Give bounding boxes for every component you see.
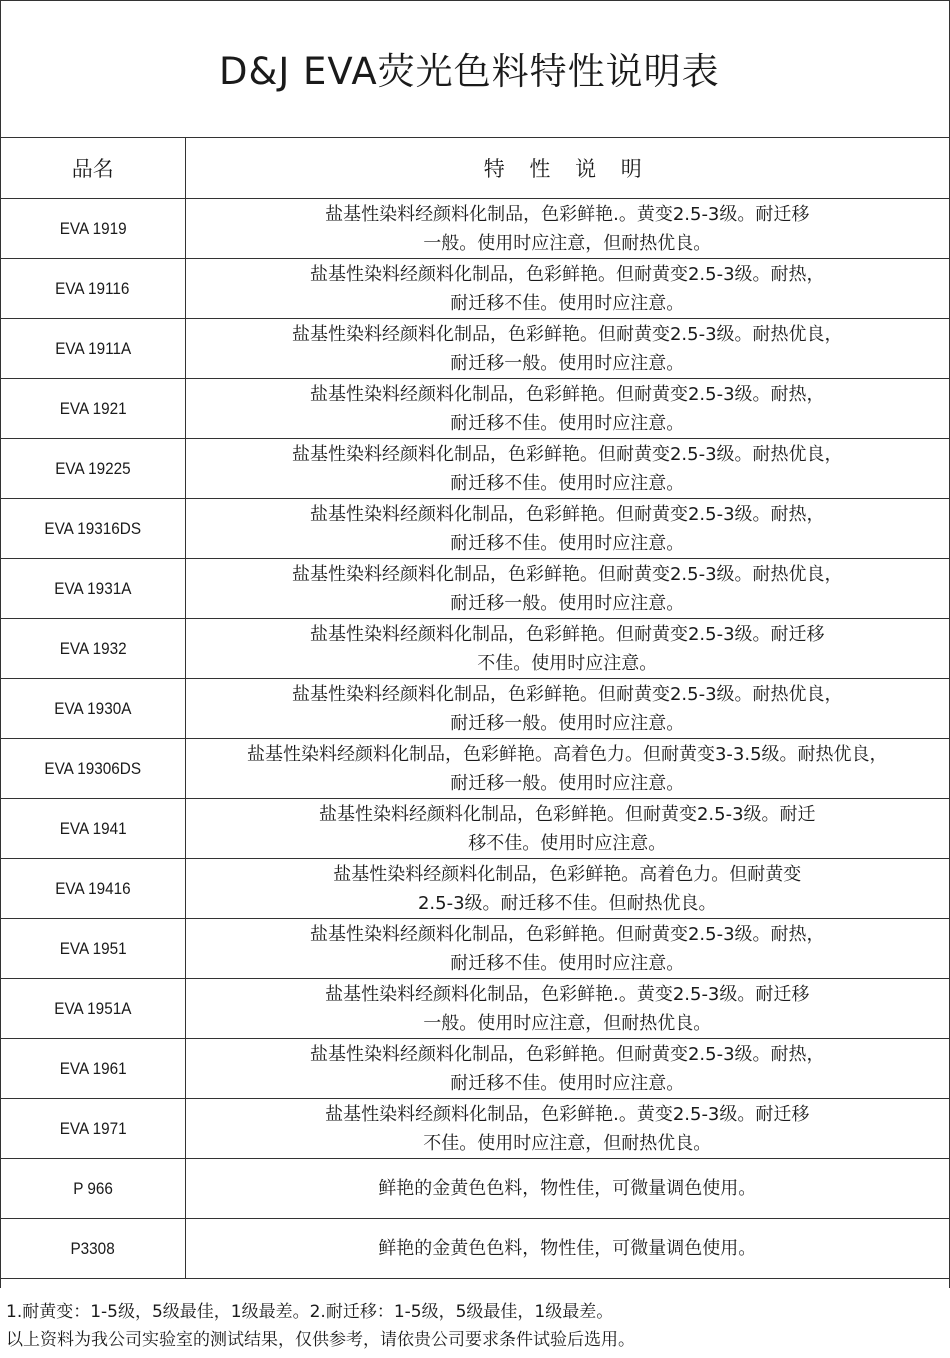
description-line: 耐迁移一般。使用时应注意。 xyxy=(450,592,685,614)
product-name: EVA 1911A xyxy=(54,338,131,358)
description-line: 盐基性染料经颜料化制品，色彩鲜艳。但耐黄变2.5-3级。耐迁 xyxy=(318,803,816,825)
product-name: EVA 19416 xyxy=(55,878,131,898)
footnote-disclaimer: 以上资料为我公司实验室的测试结果，仅供参考，请依贵公司要求条件试验后选用。 xyxy=(6,1330,635,1350)
description-line: 盐基性染料经颜料化制品，色彩鲜艳.。黄变2.5-3级。耐迁移 xyxy=(325,203,810,225)
product-name-cell xyxy=(1,559,185,619)
description-line: 盐基性染料经颜料化制品，色彩鲜艳。但耐黄变2.5-3级。耐热， xyxy=(309,923,825,945)
description-line: 耐迁移一般。使用时应注意。 xyxy=(450,352,685,374)
product-description-cell xyxy=(185,619,949,679)
description-line: 盐基性染料经颜料化制品，色彩鲜艳。但耐黄变2.5-3级。耐热， xyxy=(309,263,825,285)
product-name: EVA 19306DS xyxy=(44,758,142,778)
product-name-cell xyxy=(1,979,185,1039)
product-description-cell xyxy=(185,799,949,859)
product-description-cell xyxy=(185,199,949,259)
description-line: 耐迁移不佳。使用时应注意。 xyxy=(450,472,685,494)
description-line: 盐基性染料经颜料化制品，色彩鲜艳。但耐黄变2.5-3级。耐热优良， xyxy=(291,683,843,705)
description-line: 耐迁移不佳。使用时应注意。 xyxy=(450,292,685,314)
product-description-cell xyxy=(185,319,949,379)
description-line: 盐基性染料经颜料化制品，色彩鲜艳。但耐黄变2.5-3级。耐热， xyxy=(309,503,825,525)
product-name: EVA 1961 xyxy=(59,1058,127,1078)
product-name-cell xyxy=(1,319,185,379)
product-name: EVA 19225 xyxy=(55,458,131,478)
table-row xyxy=(1,1039,949,1099)
product-description-cell xyxy=(185,859,949,919)
table-row xyxy=(1,799,949,859)
description-line: 耐迁移不佳。使用时应注意。 xyxy=(450,1072,685,1094)
product-description-cell xyxy=(185,259,949,319)
page-title: D&J EVA荧光色料特性说明表 xyxy=(219,50,720,93)
product-name: EVA 1951A xyxy=(54,998,132,1018)
table-row xyxy=(1,679,949,739)
table-row xyxy=(1,979,949,1039)
table-row xyxy=(1,499,949,559)
description-line: 盐基性染料经颜料化制品，色彩鲜艳。但耐黄变2.5-3级。耐迁移 xyxy=(309,623,825,645)
table-row xyxy=(1,739,949,799)
product-name: P3308 xyxy=(70,1238,115,1258)
product-description-cell xyxy=(185,979,949,1039)
product-name: EVA 1971 xyxy=(59,1118,127,1138)
product-name-cell xyxy=(1,799,185,859)
table-row xyxy=(1,859,949,919)
product-name: EVA 1941 xyxy=(59,818,127,838)
product-name-cell xyxy=(1,199,185,259)
product-description-cell xyxy=(185,1099,949,1159)
description-line: 盐基性染料经颜料化制品，色彩鲜艳。但耐黄变2.5-3级。耐热， xyxy=(309,383,825,405)
description-line: 移不佳。使用时应注意。 xyxy=(468,832,667,854)
header-name: 品名 xyxy=(1,138,185,199)
product-description-cell xyxy=(185,739,949,799)
product-description-cell xyxy=(185,559,949,619)
product-name-cell xyxy=(1,739,185,799)
table-row xyxy=(1,619,949,679)
description-line: 耐迁移一般。使用时应注意。 xyxy=(450,772,685,794)
description-line: 耐迁移不佳。使用时应注意。 xyxy=(450,532,685,554)
table-row xyxy=(1,319,949,379)
description-line: 2.5-3级。耐迁移不佳。但耐热优良。 xyxy=(417,892,717,914)
product-name-cell xyxy=(1,859,185,919)
product-name: EVA 1932 xyxy=(59,638,127,658)
table-row xyxy=(1,1099,949,1159)
table-row xyxy=(1,379,949,439)
product-description-cell xyxy=(185,919,949,979)
product-name-cell xyxy=(1,679,185,739)
description-line: 鲜艳的金黄色色料，物性佳，可微量调色使用。 xyxy=(378,1178,757,1199)
description-line: 一般。使用时应注意，但耐热优良。 xyxy=(423,232,712,254)
table-row xyxy=(1,559,949,619)
product-name: EVA 1931A xyxy=(54,578,132,598)
product-name-cell xyxy=(1,1159,185,1219)
product-name: EVA 1921 xyxy=(59,398,127,418)
product-name-cell xyxy=(1,1219,185,1279)
description-line: 耐迁移一般。使用时应注意。 xyxy=(450,712,685,734)
description-line: 耐迁移不佳。使用时应注意。 xyxy=(450,952,685,974)
description-line: 不佳。使用时应注意，但耐热优良。 xyxy=(423,1132,712,1154)
description-line: 耐迁移不佳。使用时应注意。 xyxy=(450,412,685,434)
product-name-cell xyxy=(1,499,185,559)
description-line: 盐基性染料经颜料化制品，色彩鲜艳。但耐黄变2.5-3级。耐热， xyxy=(309,1043,825,1065)
product-name: P 966 xyxy=(72,1178,113,1198)
product-description-cell xyxy=(185,499,949,559)
product-name: EVA 1951 xyxy=(59,938,127,958)
product-name: EVA 19116 xyxy=(55,278,130,298)
product-name: EVA 19316DS xyxy=(44,518,142,538)
description-line: 鲜艳的金黄色色料，物性佳，可微量调色使用。 xyxy=(378,1238,757,1259)
header-desc: 特 性 说 明 xyxy=(185,138,949,199)
product-name-cell xyxy=(1,259,185,319)
product-name-cell xyxy=(1,1099,185,1159)
product-description-cell xyxy=(185,679,949,739)
product-description-cell xyxy=(185,379,949,439)
product-description-cell xyxy=(185,1219,949,1279)
footnotes xyxy=(6,1298,635,1354)
description-line: 盐基性染料经颜料化制品，色彩鲜艳。但耐黄变2.5-3级。耐热优良， xyxy=(291,323,843,345)
product-name-cell xyxy=(1,919,185,979)
product-description-cell xyxy=(185,1159,949,1219)
product-name: EVA 1930A xyxy=(54,698,132,718)
table-row xyxy=(1,439,949,499)
table-row xyxy=(1,1159,949,1219)
description-line: 盐基性染料经颜料化制品，色彩鲜艳.。黄变2.5-3级。耐迁移 xyxy=(325,1103,810,1125)
product-name: EVA 1919 xyxy=(59,218,127,238)
description-line: 盐基性染料经颜料化制品，色彩鲜艳。但耐黄变2.5-3级。耐热优良， xyxy=(291,563,843,585)
table-row xyxy=(1,199,949,259)
description-line: 盐基性染料经颜料化制品，色彩鲜艳。高着色力。但耐黄变3-3.5级。耐热优良， xyxy=(246,743,888,765)
table-body xyxy=(1,199,949,1279)
description-line: 盐基性染料经颜料化制品，色彩鲜艳。但耐黄变2.5-3级。耐热优良， xyxy=(291,443,843,465)
description-line: 不佳。使用时应注意。 xyxy=(477,652,658,674)
product-name-cell xyxy=(1,1039,185,1099)
description-line: 一般。使用时应注意，但耐热优良。 xyxy=(423,1012,712,1034)
description-line: 盐基性染料经颜料化制品，色彩鲜艳。高着色力。但耐黄变 xyxy=(333,863,802,885)
product-name-cell xyxy=(1,619,185,679)
table-row xyxy=(1,919,949,979)
footnote-grading: 1.耐黄变：1-5级，5级最佳，1级最差。2.耐迁移：1-5级，5级最佳，1级最差。 xyxy=(6,1302,614,1322)
title-area xyxy=(1,1,949,138)
spec-table xyxy=(1,138,949,1279)
description-line: 盐基性染料经颜料化制品，色彩鲜艳.。黄变2.5-3级。耐迁移 xyxy=(325,983,810,1005)
product-name-cell xyxy=(1,379,185,439)
product-description-cell xyxy=(185,439,949,499)
product-name-cell xyxy=(1,439,185,499)
table-header-row xyxy=(1,138,949,199)
table-row xyxy=(1,259,949,319)
table-row xyxy=(1,1219,949,1279)
product-description-cell xyxy=(185,1039,949,1099)
